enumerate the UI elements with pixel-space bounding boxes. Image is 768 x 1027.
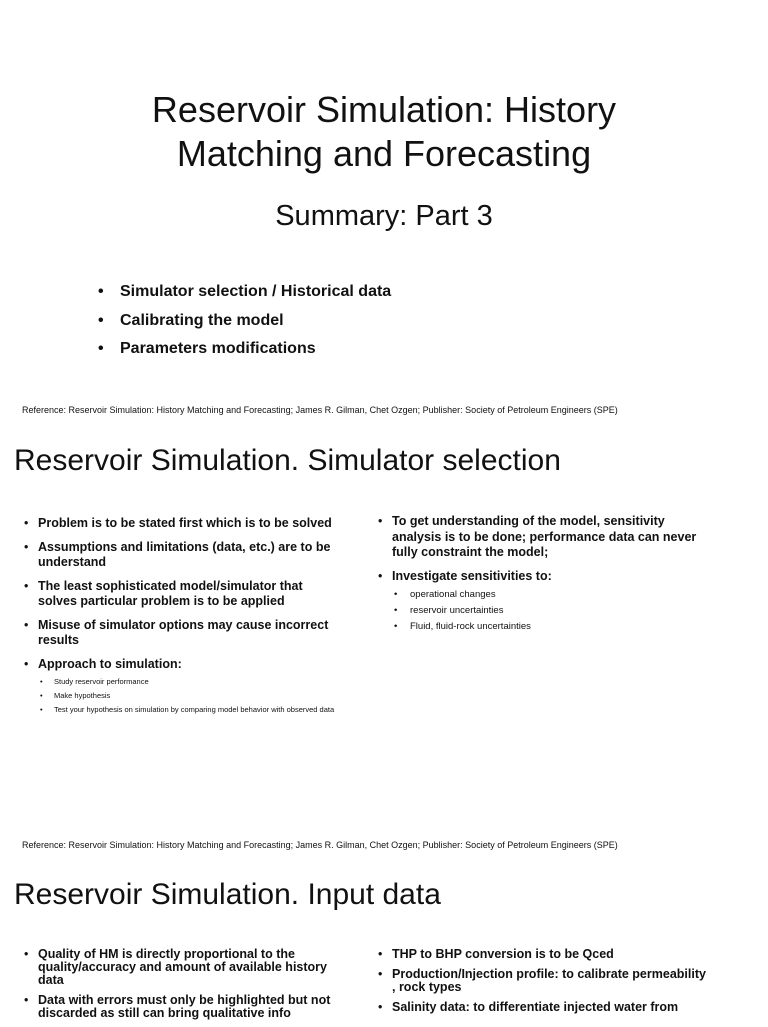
slide-3 (0, 860, 768, 1024)
list-item-text: Approach to simulation: (38, 656, 182, 671)
list-item (24, 516, 344, 532)
reference-note: Reference: Reservoir Simulation: History Matching and Forecasting; James R. Gilman, Chet Ozgen; Publisher: Society of Petroleum Engineers (SPE) (22, 405, 618, 415)
sub-list-item-text: Study reservoir performance (54, 677, 149, 686)
list-item (24, 948, 339, 987)
left-column-list (24, 948, 339, 1027)
bullet-icon: • (394, 621, 398, 632)
list-item (378, 514, 698, 561)
sub-list-item (38, 677, 344, 687)
list-item (96, 311, 391, 340)
right-column-list (378, 948, 708, 1021)
list-item-text: Production/Injection profile: to calibrate permeability , rock types (392, 967, 706, 994)
left-column-list (24, 516, 344, 723)
list-item (378, 948, 708, 961)
sub-list-item (38, 705, 344, 715)
title-line-1: Reservoir Simulation: History (151, 89, 617, 130)
bullet-icon: • (40, 691, 43, 700)
sub-list-item-text: reservoir uncertainties (410, 605, 504, 616)
bullet-icon: • (378, 568, 383, 583)
list-item-text: Parameters modifications (120, 340, 316, 357)
sub-list-item-text: Fluid, fluid-rock uncertainties (410, 621, 531, 632)
slide-1-title (0, 88, 768, 176)
summary-list (96, 282, 391, 368)
list-item (96, 339, 391, 368)
sub-list-item (392, 621, 698, 633)
bullet-icon: • (24, 516, 29, 530)
list-item (24, 657, 344, 716)
bullet-icon: • (40, 705, 43, 714)
sub-list-item (38, 691, 344, 701)
list-item (24, 994, 339, 1020)
slide-3-title: Reservoir Simulation. Input data (14, 878, 441, 911)
sub-list-item-text: Test your hypothesis on simulation by comparing model behavior with observed data (54, 705, 335, 714)
bullet-icon: • (98, 283, 104, 300)
list-item-text: To get understanding of the model, sensitivity analysis is to be done; performance data can never fully constraint the model; (392, 514, 697, 559)
slide-2 (0, 432, 768, 857)
sub-list (392, 589, 698, 633)
list-item-text: Quality of HM is directly proportional to the quality/accuracy and amount of available history data (38, 947, 327, 987)
slide-1-subtitle: Summary: Part 3 (275, 200, 493, 232)
list-item-text: THP to BHP conversion is to be Qced (392, 947, 614, 961)
slide-2-title: Reservoir Simulation. Simulator selection (14, 444, 561, 477)
list-item-text: Data with errors must only be highlighted but not discarded as still can bring qualitative info (38, 993, 331, 1020)
bullet-icon: • (98, 311, 104, 329)
sub-list (38, 677, 344, 715)
list-item (24, 540, 344, 571)
bullet-icon: • (24, 617, 29, 632)
list-item (378, 968, 708, 994)
bullet-icon: • (24, 656, 29, 671)
bullet-icon: • (24, 539, 29, 554)
list-item (24, 579, 344, 610)
bullet-icon: • (24, 578, 29, 593)
list-item-text: Investigate sensitivities to: (392, 568, 552, 583)
list-item-text: The least sophisticated model/simulator that solves particular problem is to be applied (38, 578, 303, 608)
list-item-text: Salinity data: to differentiate injected water from (392, 1000, 679, 1014)
list-item (378, 1001, 708, 1014)
bullet-icon: • (394, 589, 398, 600)
bullet-icon: • (378, 1000, 383, 1014)
bullet-icon: • (98, 340, 104, 357)
slide-1 (0, 0, 768, 430)
list-item-text: Misuse of simulator options may cause incorrect results (38, 617, 329, 647)
title-line-2: Matching and Forecasting (176, 133, 592, 174)
bullet-icon: • (378, 967, 383, 981)
bullet-icon: • (40, 677, 43, 686)
bullet-icon: • (24, 947, 29, 961)
sub-list-item-text: operational changes (410, 589, 496, 600)
reference-note: Reference: Reservoir Simulation: History Matching and Forecasting; James R. Gilman, Chet Ozgen; Publisher: Society of Petroleum Engineers (SPE) (22, 840, 618, 850)
list-item (24, 618, 344, 649)
sub-list-item (392, 605, 698, 617)
list-item (378, 569, 698, 634)
bullet-icon: • (394, 605, 398, 616)
list-item-text: Problem is to be stated first which is to be solved (38, 516, 332, 530)
right-column-list (378, 514, 698, 641)
bullet-icon: • (378, 514, 383, 528)
list-item (96, 282, 391, 311)
list-item-text: Calibrating the model (120, 311, 284, 329)
bullet-icon: • (24, 993, 29, 1007)
bullet-icon: • (378, 947, 383, 961)
list-item-text: Assumptions and limitations (data, etc.) are to be understand (38, 539, 331, 569)
sub-list-item-text: Make hypothesis (54, 691, 111, 700)
sub-list-item (392, 589, 698, 601)
list-item-text: Simulator selection / Historical data (120, 283, 392, 300)
